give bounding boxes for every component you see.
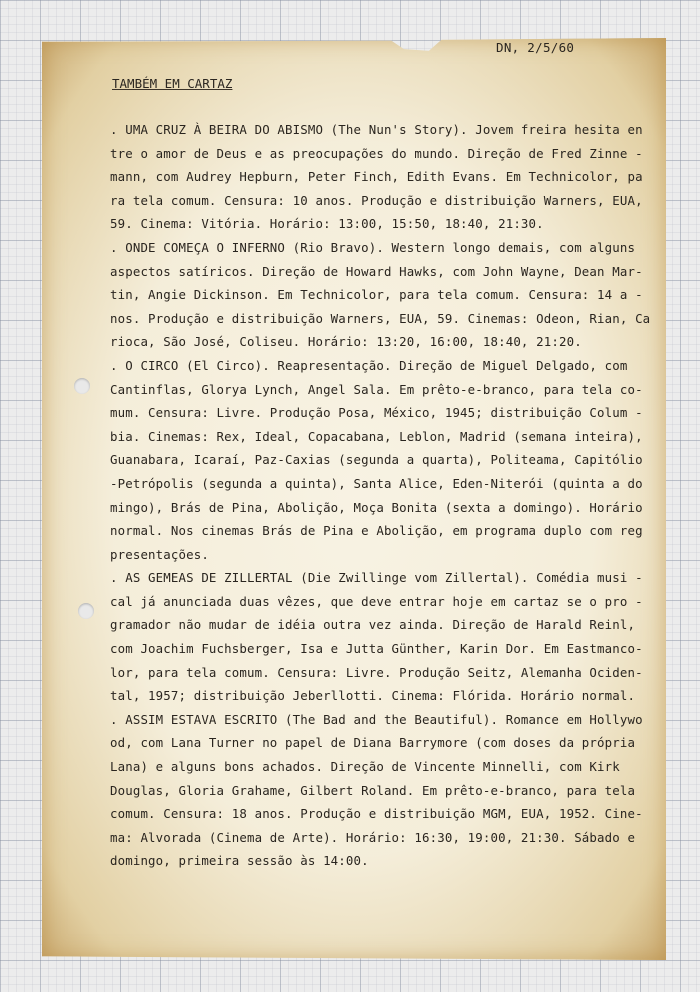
- text-line: lor, para tela comum. Censura: Livre. Produção Seitz, Alemanha Ociden-: [110, 664, 643, 680]
- date-reference: DN, 2/5/60: [496, 40, 575, 55]
- listing-body: [110, 118, 650, 873]
- text-line: aspectos satíricos. Direção de Howard Hawks, com John Wayne, Dean Mar-: [110, 263, 643, 279]
- text-line: Douglas, Gloria Grahame, Gilbert Roland. Em prêto-e-branco, para tela: [110, 782, 636, 798]
- text-line: tre o amor de Deus e as preocupações do mundo. Direção de Fred Zinne -: [110, 145, 643, 161]
- text-line: . ONDE COMEÇA O INFERNO (Rio Bravo). Western longo demais, com alguns: [110, 239, 636, 255]
- text-line: nos. Produção e distribuição Warners, EUA, 59. Cinemas: Odeon, Rian, Ca: [110, 310, 651, 326]
- text-line: comum. Censura: 18 anos. Produção e distribuição MGM, EUA, 1952. Cine-: [110, 806, 643, 822]
- punch-hole-bottom: [78, 603, 94, 619]
- text-line: mingo), Brás de Pina, Abolição, Moça Bonita (sexta a domingo). Horário: [110, 499, 643, 515]
- text-line: 59. Cinema: Vitória. Horário: 13:00, 15:50, 18:40, 21:30.: [110, 216, 544, 232]
- section-title: TAMBÉM EM CARTAZ: [112, 76, 233, 91]
- text-line: mann, com Audrey Hepburn, Peter Finch, Edith Evans. Em Technicolor, pa: [110, 169, 643, 185]
- text-line: cal já anunciada duas vêzes, que deve entrar hoje em cartaz se o pro -: [110, 593, 643, 609]
- text-line: . ASSIM ESTAVA ESCRITO (The Bad and the Beautiful). Romance em Hollywo: [110, 711, 643, 727]
- text-line: normal. Nos cinemas Brás de Pina e Abolição, em programa duplo com reg: [110, 523, 643, 539]
- text-line: Cantinflas, Glorya Lynch, Angel Sala. Em prêto-e-branco, para tela co-: [110, 381, 643, 397]
- text-line: od, com Lana Turner no papel de Diana Barrymore (com doses da própria: [110, 735, 636, 751]
- text-line: Lana) e alguns bons achados. Direção de Vincente Minnelli, com Kirk: [110, 759, 620, 775]
- text-line: bia. Cinemas: Rex, Ideal, Copacabana, Leblon, Madrid (semana inteira),: [110, 428, 643, 444]
- text-line: ma: Alvorada (Cinema de Arte). Horário: 16:30, 19:00, 21:30. Sábado e: [110, 829, 636, 845]
- text-line: . O CIRCO (El Circo). Reapresentação. Direção de Miguel Delgado, com: [110, 357, 628, 373]
- text-line: mum. Censura: Livre. Produção Posa, México, 1945; distribuição Colum -: [110, 405, 643, 421]
- text-line: tin, Angie Dickinson. Em Technicolor, para tela comum. Censura: 14 a -: [110, 287, 643, 303]
- text-line: tal, 1957; distribuição Jeberllotti. Cinema: Flórida. Horário normal.: [110, 688, 636, 704]
- text-line: -Petrópolis (segunda a quinta), Santa Alice, Eden-Niterói (quinta a do: [110, 475, 643, 491]
- text-line: rioca, São José, Coliseu. Horário: 13:20, 16:00, 18:40, 21:20.: [110, 334, 582, 350]
- text-line: ra tela comum. Censura: 10 anos. Produção e distribuição Warners, EUA,: [110, 192, 643, 208]
- text-line: com Joachim Fuchsberger, Isa e Jutta Günther, Karin Dor. Em Eastmanco-: [110, 641, 643, 657]
- text-line: . UMA CRUZ À BEIRA DO ABISMO (The Nun's Story). Jovem freira hesita en: [110, 122, 643, 137]
- text-line: gramador não mudar de idéia outra vez ainda. Direção de Harald Reinl,: [110, 617, 636, 633]
- text-line: . AS GEMEAS DE ZILLERTAL (Die Zwillinge vom Zillertal). Comédia musi -: [110, 570, 643, 586]
- text-line: presentações.: [110, 546, 209, 562]
- text-line: domingo, primeira sessão às 14:00.: [110, 853, 369, 869]
- text-line: Guanabara, Icaraí, Paz-Caxias (segunda a quarta), Politeama, Capitólio: [110, 452, 643, 468]
- punch-hole-top: [74, 378, 90, 394]
